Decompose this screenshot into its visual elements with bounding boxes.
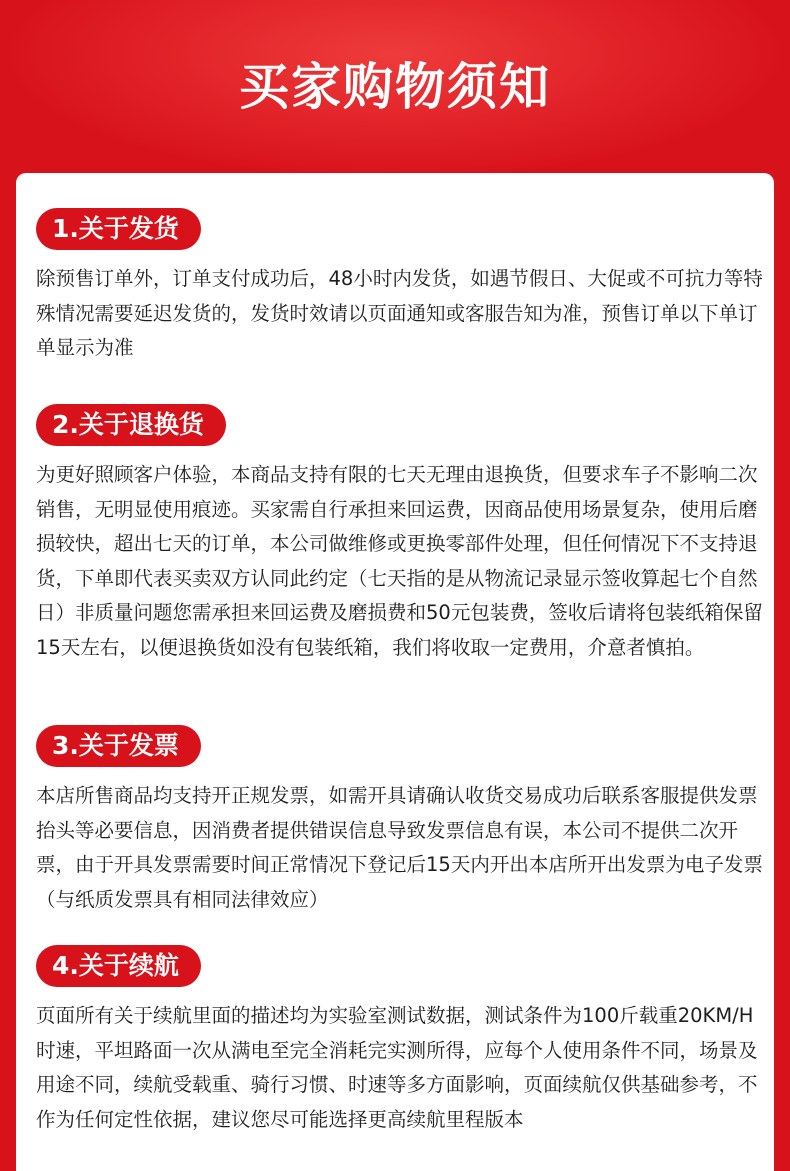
section-body: 页面所有关于续航里面的描述均为实验室测试数据，测试条件为100斤载重20KM/H时速，平坦路面一次从满电至完全消耗完实测所得，应每个人使用条件不同，场景及用途不同，续航受载重、骑行习惯、时速等多方面影响，页面续航仅供基础参考，不作为任何定性依据，建议您尽可能选择更高续航里程版本: [36, 1004, 758, 1131]
section-invoice: [36, 725, 766, 917]
notice-card: [16, 173, 774, 1171]
section-range: [36, 945, 766, 1137]
section-returns: [36, 404, 766, 665]
section-heading: 3.关于发票: [36, 725, 201, 767]
section-body: 本店所售商品均支持开正规发票，如需开具请确认收货交易成功后联系客服提供发票抬头等必要信息，因消费者提供错误信息导致发票信息有误，本公司不提供二次开票，由于开具发票需要时间正常情况下登记后15天内开出本店所开出发票为电子发票（与纸质发票具有相同法律效应）: [36, 784, 763, 911]
section-heading: 1.关于发货: [36, 208, 201, 250]
page-title: 买家购物须知: [239, 58, 551, 116]
section-body: 为更好照顾客户体验，本商品支持有限的七天无理由退换货，但要求车子不影响二次销售，无明显使用痕迹。买家需自行承担来回运费，因商品使用场景复杂，使用后磨损较快，超出七天的订单，本公司做维修或更换零部件处理，但任何情况下不支持退货，下单即代表买卖双方认同此约定（七天指的是从物流记录显示签收算起七个自然日）非质量问题您需承担来回运费及磨损费和50元包装费，签收后请将包装纸箱保留15天左右，以便退换货如没有包装纸箱，我们将收取一定费用，介意者慎拍。: [36, 463, 763, 659]
section-heading: 2.关于退换货: [36, 404, 226, 446]
section-body: 除预售订单外，订单支付成功后，48小时内发货，如遇节假日、大促或不可抗力等特殊情况需要延迟发货的，发货时效请以页面通知或客服告知为准，预售订单以下单订单显示为准: [36, 267, 763, 359]
section-shipping: [36, 208, 766, 366]
section-heading: 4.关于续航: [36, 945, 201, 987]
